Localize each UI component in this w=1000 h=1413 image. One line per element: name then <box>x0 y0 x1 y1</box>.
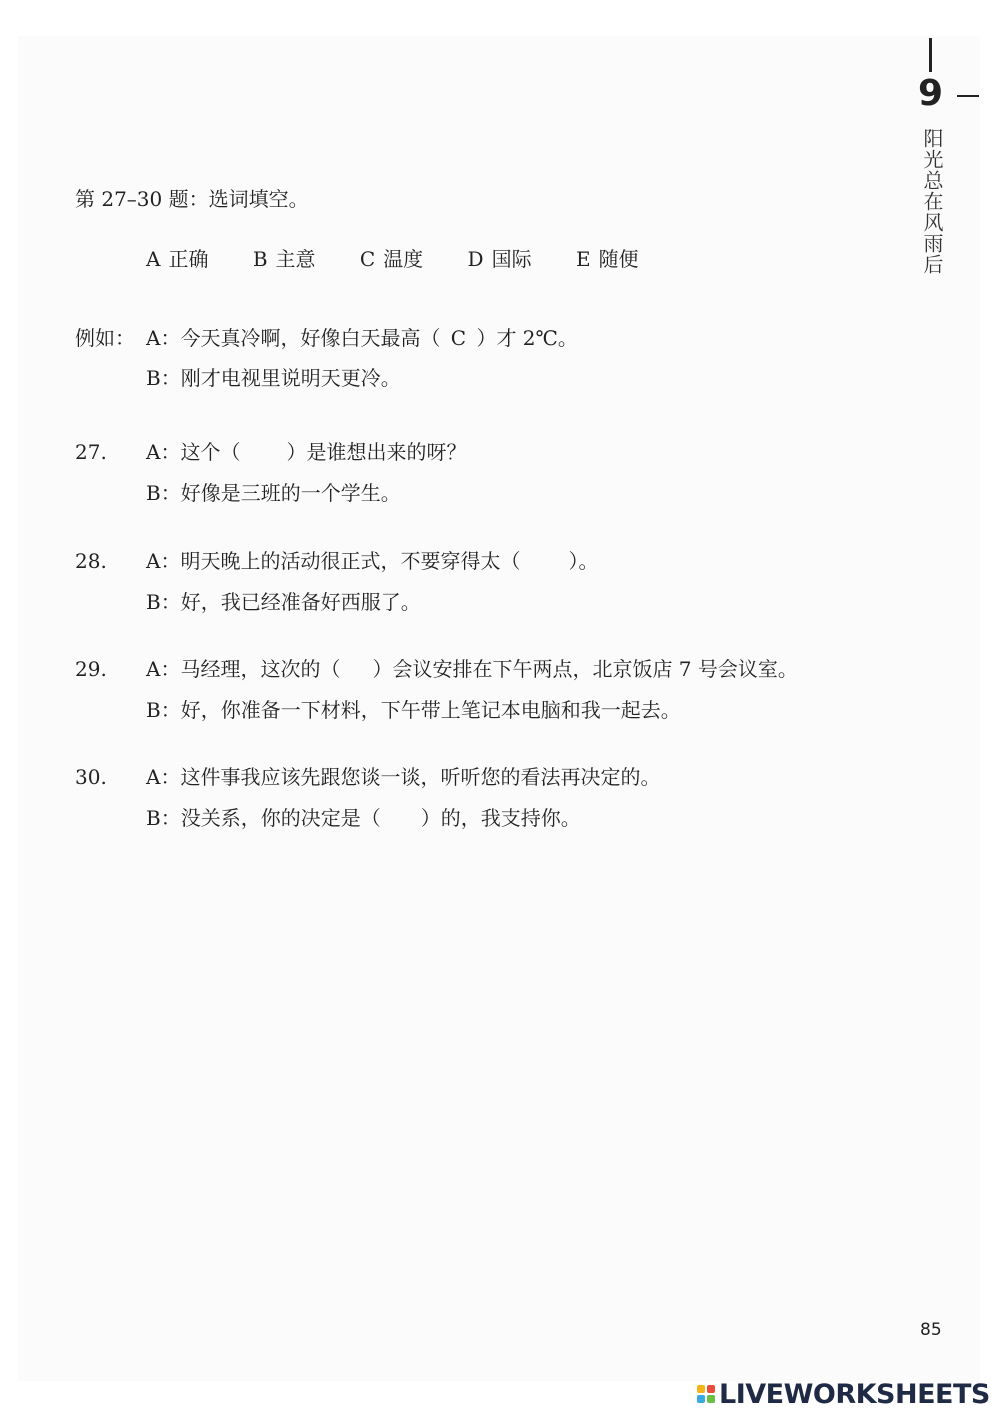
question-number: 30. <box>75 765 107 789</box>
question-29-line-a: A：马经理，这次的（ ）会议安排在下午两点，北京饭店 7 号会议室。 <box>146 657 798 681</box>
option-d: D 国际 <box>467 247 532 271</box>
question-27-line-a: A：这个（ ）是谁想出来的呀？ <box>146 440 467 464</box>
chapter-divider-horizontal <box>957 95 979 97</box>
question-number: 29. <box>75 657 107 681</box>
example-label: 例如： <box>75 326 135 350</box>
question-30-line-a: A：这件事我应该先跟您谈一谈，听听您的看法再决定的。 <box>146 765 661 789</box>
chapter-title: 阳光总在风雨后 <box>920 128 944 275</box>
question-29-line-b: B：好，你准备一下材料，下午带上笔记本电脑和我一起去。 <box>146 698 681 722</box>
logo-text: LIVEWORKSHEETS <box>719 1378 990 1410</box>
option-b: B 主意 <box>252 247 316 271</box>
question-number: 27. <box>75 440 107 464</box>
example-line-a: A：今天真冷啊，好像白天最高（ C ）才 2℃。 <box>146 326 578 350</box>
page-number: 85 <box>920 1320 942 1340</box>
word-options <box>146 246 677 272</box>
chapter-divider-vertical <box>929 38 932 72</box>
option-a: A 正确 <box>146 247 209 271</box>
question-number: 28. <box>75 549 107 573</box>
liveworksheets-logo <box>697 1378 990 1410</box>
example-answer: C <box>450 326 467 350</box>
option-e: E 随便 <box>575 247 639 271</box>
question-28-line-a: A：明天晚上的活动很正式，不要穿得太（ ）。 <box>146 549 599 573</box>
question-30-line-b: B：没关系，你的决定是（ ）的，我支持你。 <box>146 806 581 830</box>
option-c: C 温度 <box>359 247 424 271</box>
question-27-line-b: B：好像是三班的一个学生。 <box>146 481 401 505</box>
example-line-b: B：刚才电视里说明天更冷。 <box>146 366 401 390</box>
logo-mark-icon <box>697 1385 715 1403</box>
instruction: 第 27–30 题：选词填空。 <box>75 187 309 211</box>
chapter-number: 9 <box>918 73 944 114</box>
question-28-line-b: B：好，我已经准备好西服了。 <box>146 590 421 614</box>
